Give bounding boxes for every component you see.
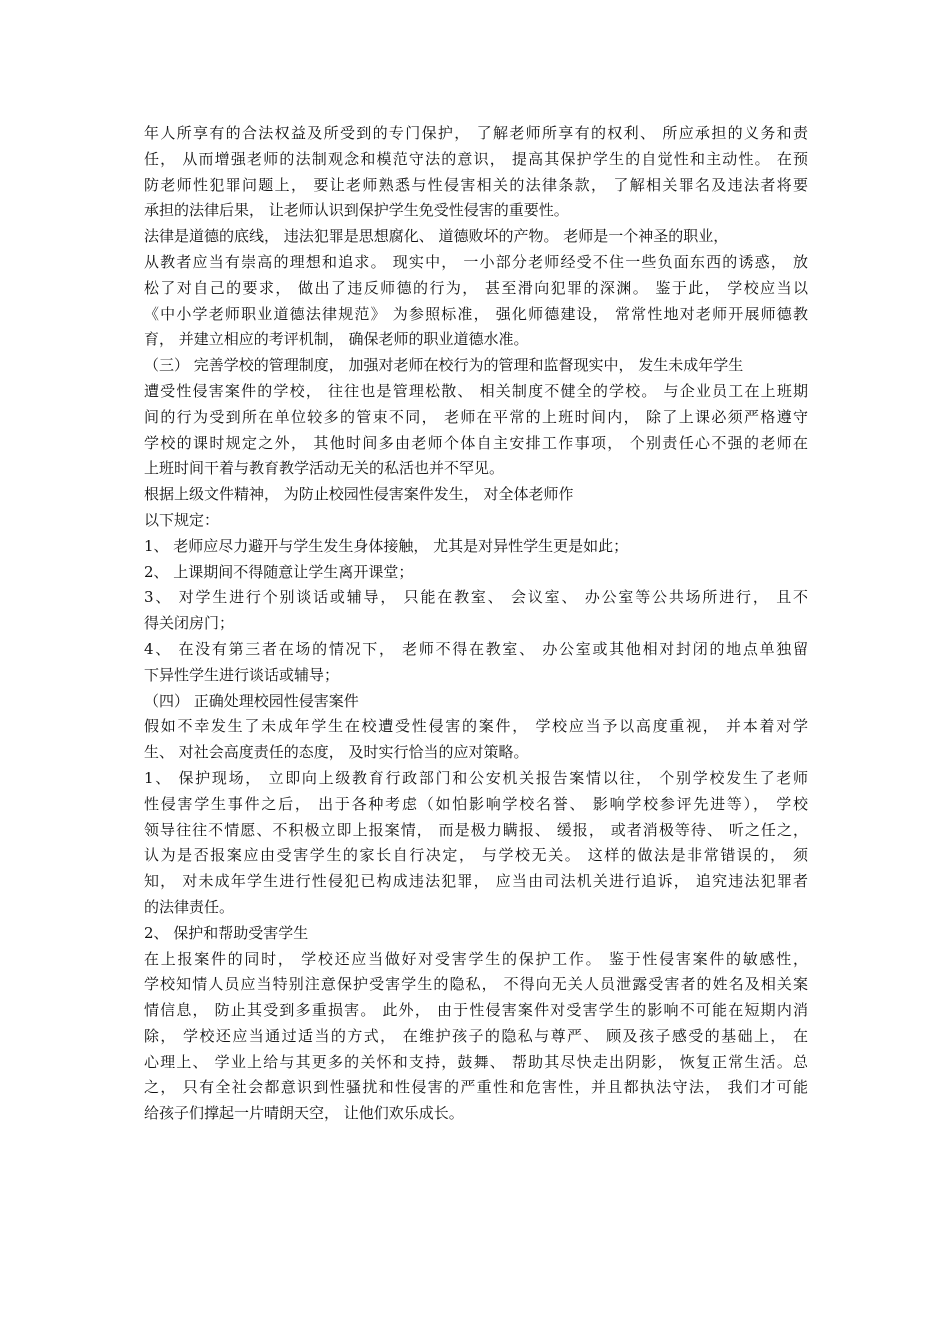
text-line: 2、 上课期间不得随意让学生离开课堂； bbox=[144, 562, 414, 581]
text-line: 给孩子们撑起一片晴朗天空， 让他们欢乐成长。 bbox=[144, 1104, 464, 1123]
text-line: 遭受性侵害案件的学校， 往往也是管理松散、 相关制度不健全的学校。 与企业员工在上班期 bbox=[144, 381, 808, 400]
text-line: 承担的法律后果， 让老师认识到保护学生免受性侵害的重要性。 bbox=[144, 201, 569, 220]
text-line: 根据上级文件精神， 为防止校园性侵害案件发生， 对全体老师作 bbox=[144, 485, 574, 504]
text-line: 认为是否报案应由受害学生的家长自行决定， 与学校无关。 这样的做法是非常错误的， 须 bbox=[144, 846, 808, 865]
text-line: 从教者应当有崇高的理想和追求。 现实中， 一小部分老师经受不住一些负面东西的诱惑， 放 bbox=[144, 252, 808, 271]
text-line: 3、 对学生进行个别谈话或辅导， 只能在教室、 会议室、 办公室等公共场所进行， 且不 bbox=[144, 588, 808, 607]
text-line: 下异性学生进行谈话或辅导； bbox=[144, 665, 340, 684]
text-line: 1、 老师应尽力避开与学生发生身体接触， 尤其是对异性学生更是如此； bbox=[144, 536, 629, 555]
text-line: 学校知情人员应当特别注意保护受害学生的隐私， 不得向无关人员泄露受害者的姓名及相关案 bbox=[144, 975, 808, 994]
text-line: 得关闭房门； bbox=[144, 614, 235, 633]
text-line: 年人所享有的合法权益及所受到的专门保护， 了解老师所享有的权利、 所应承担的义务和责 bbox=[144, 124, 808, 142]
text-line: 领导往往不情愿、不积极立即上报案情， 而是极力瞒报、 缓报， 或者消极等待、 听之任之， bbox=[144, 820, 808, 839]
text-line: 防老师性犯罪问题上， 要让老师熟悉与性侵害相关的法律条款， 了解相关罪名及违法者将要 bbox=[144, 175, 808, 194]
text-line: 之， 只有全社会都意识到性骚扰和性侵害的严重性和危害性，并且都执法守法， 我们才可能 bbox=[144, 1078, 808, 1097]
text-line: 假如不幸发生了未成年学生在校遭受性侵害的案件， 学校应当予以高度重视， 并本着对学 bbox=[144, 717, 808, 736]
text-line: 育， 并建立相应的考评机制， 确保老师的职业道德水准。 bbox=[144, 330, 529, 349]
text-line: 除， 学校还应当通过适当的方式， 在维护孩子的隐私与尊严、 顾及孩子感受的基础上， 在 bbox=[144, 1026, 808, 1045]
text-line: 的法律责任。 bbox=[144, 897, 235, 916]
text-line: 松了对自己的要求， 做出了违反师德的行为， 甚至滑向犯罪的深渊。 鉴于此， 学校应当以 bbox=[144, 278, 808, 297]
text-line: （三） 完善学校的管理制度， 加强对老师在校行为的管理和监督现实中， 发生未成年学生 bbox=[144, 356, 744, 375]
text-line: 间的行为受到所在单位较多的管束不同， 老师在平常的上班时间内， 除了上课必须严格遵守 bbox=[144, 407, 808, 426]
text-line: 2、 保护和帮助受害学生 bbox=[144, 923, 309, 942]
text-line: 1、 保护现场， 立即向上级教育行政部门和公安机关报告案情以往， 个别学校发生了老师 bbox=[144, 768, 808, 787]
text-line: 法律是道德的底线， 违法犯罪是思想腐化、 道德败坏的产物。 老师是一个神圣的职业， bbox=[144, 227, 729, 246]
text-line: 4、 在没有第三者在场的情况下， 老师不得在教室、 办公室或其他相对封闭的地点单独留 bbox=[144, 639, 808, 658]
text-line: 在上报案件的同时， 学校还应当做好对受害学生的保护工作。 鉴于性侵害案件的敏感性， bbox=[144, 949, 808, 968]
text-line: 学校的课时规定之外， 其他时间多由老师个体自主安排工作事项， 个别责任心不强的老师在 bbox=[144, 433, 808, 452]
text-line: 心理上、 学业上给与其更多的关怀和支持，鼓舞、 帮助其尽快走出阴影， 恢复正常生活。总 bbox=[144, 1052, 808, 1071]
text-line: （四） 正确处理校园性侵害案件 bbox=[144, 691, 359, 710]
text-line: 上班时间干着与教育教学活动无关的私活也并不罕见。 bbox=[144, 459, 505, 478]
text-line: 性侵害学生事件之后， 出于各种考虑（如怕影响学校名誉、 影响学校参评先进等）， 学校 bbox=[144, 794, 808, 813]
text-line: 以下规定： bbox=[144, 510, 220, 529]
text-line: 知， 对未成年学生进行性侵犯已构成违法犯罪， 应当由司法机关进行追诉， 追究违法犯罪者 bbox=[144, 872, 808, 891]
text-line: 生、 对社会高度责任的态度， 及时实行恰当的应对策略。 bbox=[144, 743, 529, 762]
text-line: 《中小学老师职业道德法律规范》 为参照标准， 强化师德建设， 常常性地对老师开展师德教 bbox=[144, 304, 808, 323]
text-line: 任， 从而增强老师的法制观念和模范守法的意识， 提高其保护学生的自觉性和主动性。 在预 bbox=[144, 149, 808, 168]
text-line: 情信息， 防止其受到多重损害。 此外， 由于性侵害案件对受害学生的影响不可能在短期内消 bbox=[144, 1001, 808, 1020]
document-body bbox=[144, 121, 808, 1127]
